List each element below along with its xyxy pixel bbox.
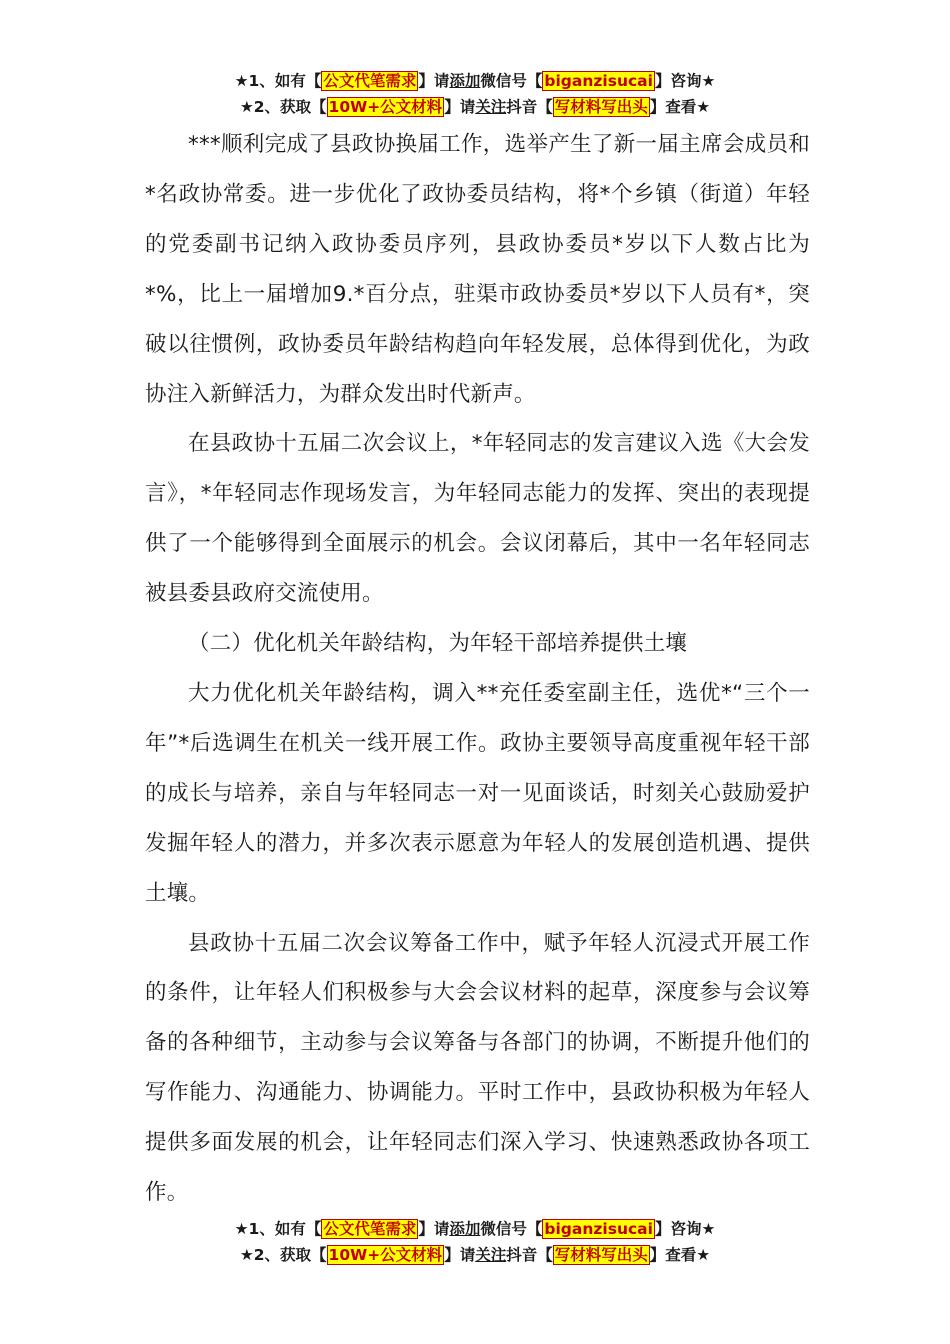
footer-banner xyxy=(0,1216,950,1268)
banner-text: 】咨询★ xyxy=(654,72,716,90)
banner-underlined: 添加 xyxy=(449,1220,481,1238)
banner-text: 】请 xyxy=(418,72,450,90)
paragraph-1: ***顺利完成了县政协换届工作，选举产生了新一届主席会成员和*名政协常委。进一步优化了政协委员结构，将*个乡镇（街道）年轻的党委副书记纳入政协委员序列，县政协委员*岁以下人数占比为*%，比上一届增加9.*百分点，驻渠市政协委员*岁以下人员有*，突破以往惯例，政协委员年龄结构趋向年轻发展，总体得到优化，为政协注入新鲜活力，为群众发出时代新声。 xyxy=(145,132,810,407)
banner-line-2 xyxy=(0,1242,950,1268)
banner-underlined: 关注 xyxy=(475,98,507,116)
banner-wechat-id: biganzisucai xyxy=(544,1220,653,1238)
section-heading: （二）优化机关年龄结构，为年轻干部培养提供土壤 xyxy=(188,631,688,657)
banner-highlight: 公文代笔需求 xyxy=(323,72,417,90)
banner-text: ★2、获取【 xyxy=(239,98,327,116)
banner-wechat-id: biganzisucai xyxy=(544,72,653,90)
banner-douyin-id: 写材料写出头 xyxy=(554,1246,648,1264)
banner-line-2 xyxy=(0,94,950,120)
banner-highlight: 10W+公文材料 xyxy=(328,98,443,116)
banner-text: 】请 xyxy=(418,1220,450,1238)
banner-text: ★1、如有【 xyxy=(234,1220,322,1238)
banner-text: 微信号【 xyxy=(480,1220,543,1238)
banner-text: 】咨询★ xyxy=(654,1220,716,1238)
banner-line-1 xyxy=(0,68,950,94)
banner-highlight: 公文代笔需求 xyxy=(323,1220,417,1238)
banner-underlined: 关注 xyxy=(475,1246,507,1264)
banner-text: 抖音【 xyxy=(506,1246,553,1264)
banner-text: 】请 xyxy=(444,1246,476,1264)
banner-douyin-id: 写材料写出头 xyxy=(554,98,648,116)
banner-text: 】查看★ xyxy=(649,1246,711,1264)
banner-text: 微信号【 xyxy=(480,72,543,90)
banner-underlined: 添加 xyxy=(449,72,481,90)
banner-text: 】请 xyxy=(444,98,476,116)
header-banner xyxy=(0,68,950,120)
banner-text: 抖音【 xyxy=(506,98,553,116)
banner-text: ★2、获取【 xyxy=(239,1246,327,1264)
document-body xyxy=(145,120,810,1218)
paragraph-4: 县政协十五届二次会议筹备工作中，赋予年轻人沉浸式开展工作的条件，让年轻人们积极参与大会会议材料的起草，深度参与会议筹备的各种细节，主动参与会议筹备与各部门的协调，不断提升他们的写作能力、沟通能力、协调能力。平时工作中，县政协积极为年轻人提供多面发展的机会，让年轻同志们深入学习、快速熟悉政协各项工作。 xyxy=(145,930,810,1206)
paragraph-2: 在县政协十五届二次会议上，*年轻同志的发言建议入选《大会发言》，*年轻同志作现场发言，为年轻同志能力的发挥、突出的表现提供了一个能够得到全面展示的机会。会议闭幕后，其中一名年轻同志被县委县政府交流使用。 xyxy=(145,431,810,607)
banner-line-1 xyxy=(0,1216,950,1242)
banner-highlight: 10W+公文材料 xyxy=(328,1246,443,1264)
paragraph-3: 大力优化机关年龄结构，调入**充任委室副主任，选优*“三个一年”*后选调生在机关一线开展工作。政协主要领导高度重视年轻干部的成长与培养，亲自与年轻同志一对一见面谈话，时刻关心鼓励爱护发掘年轻人的潜力，并多次表示愿意为年轻人的发展创造机遇、提供土壤。 xyxy=(145,680,810,906)
banner-text: 】查看★ xyxy=(649,98,711,116)
banner-text: ★1、如有【 xyxy=(234,72,322,90)
